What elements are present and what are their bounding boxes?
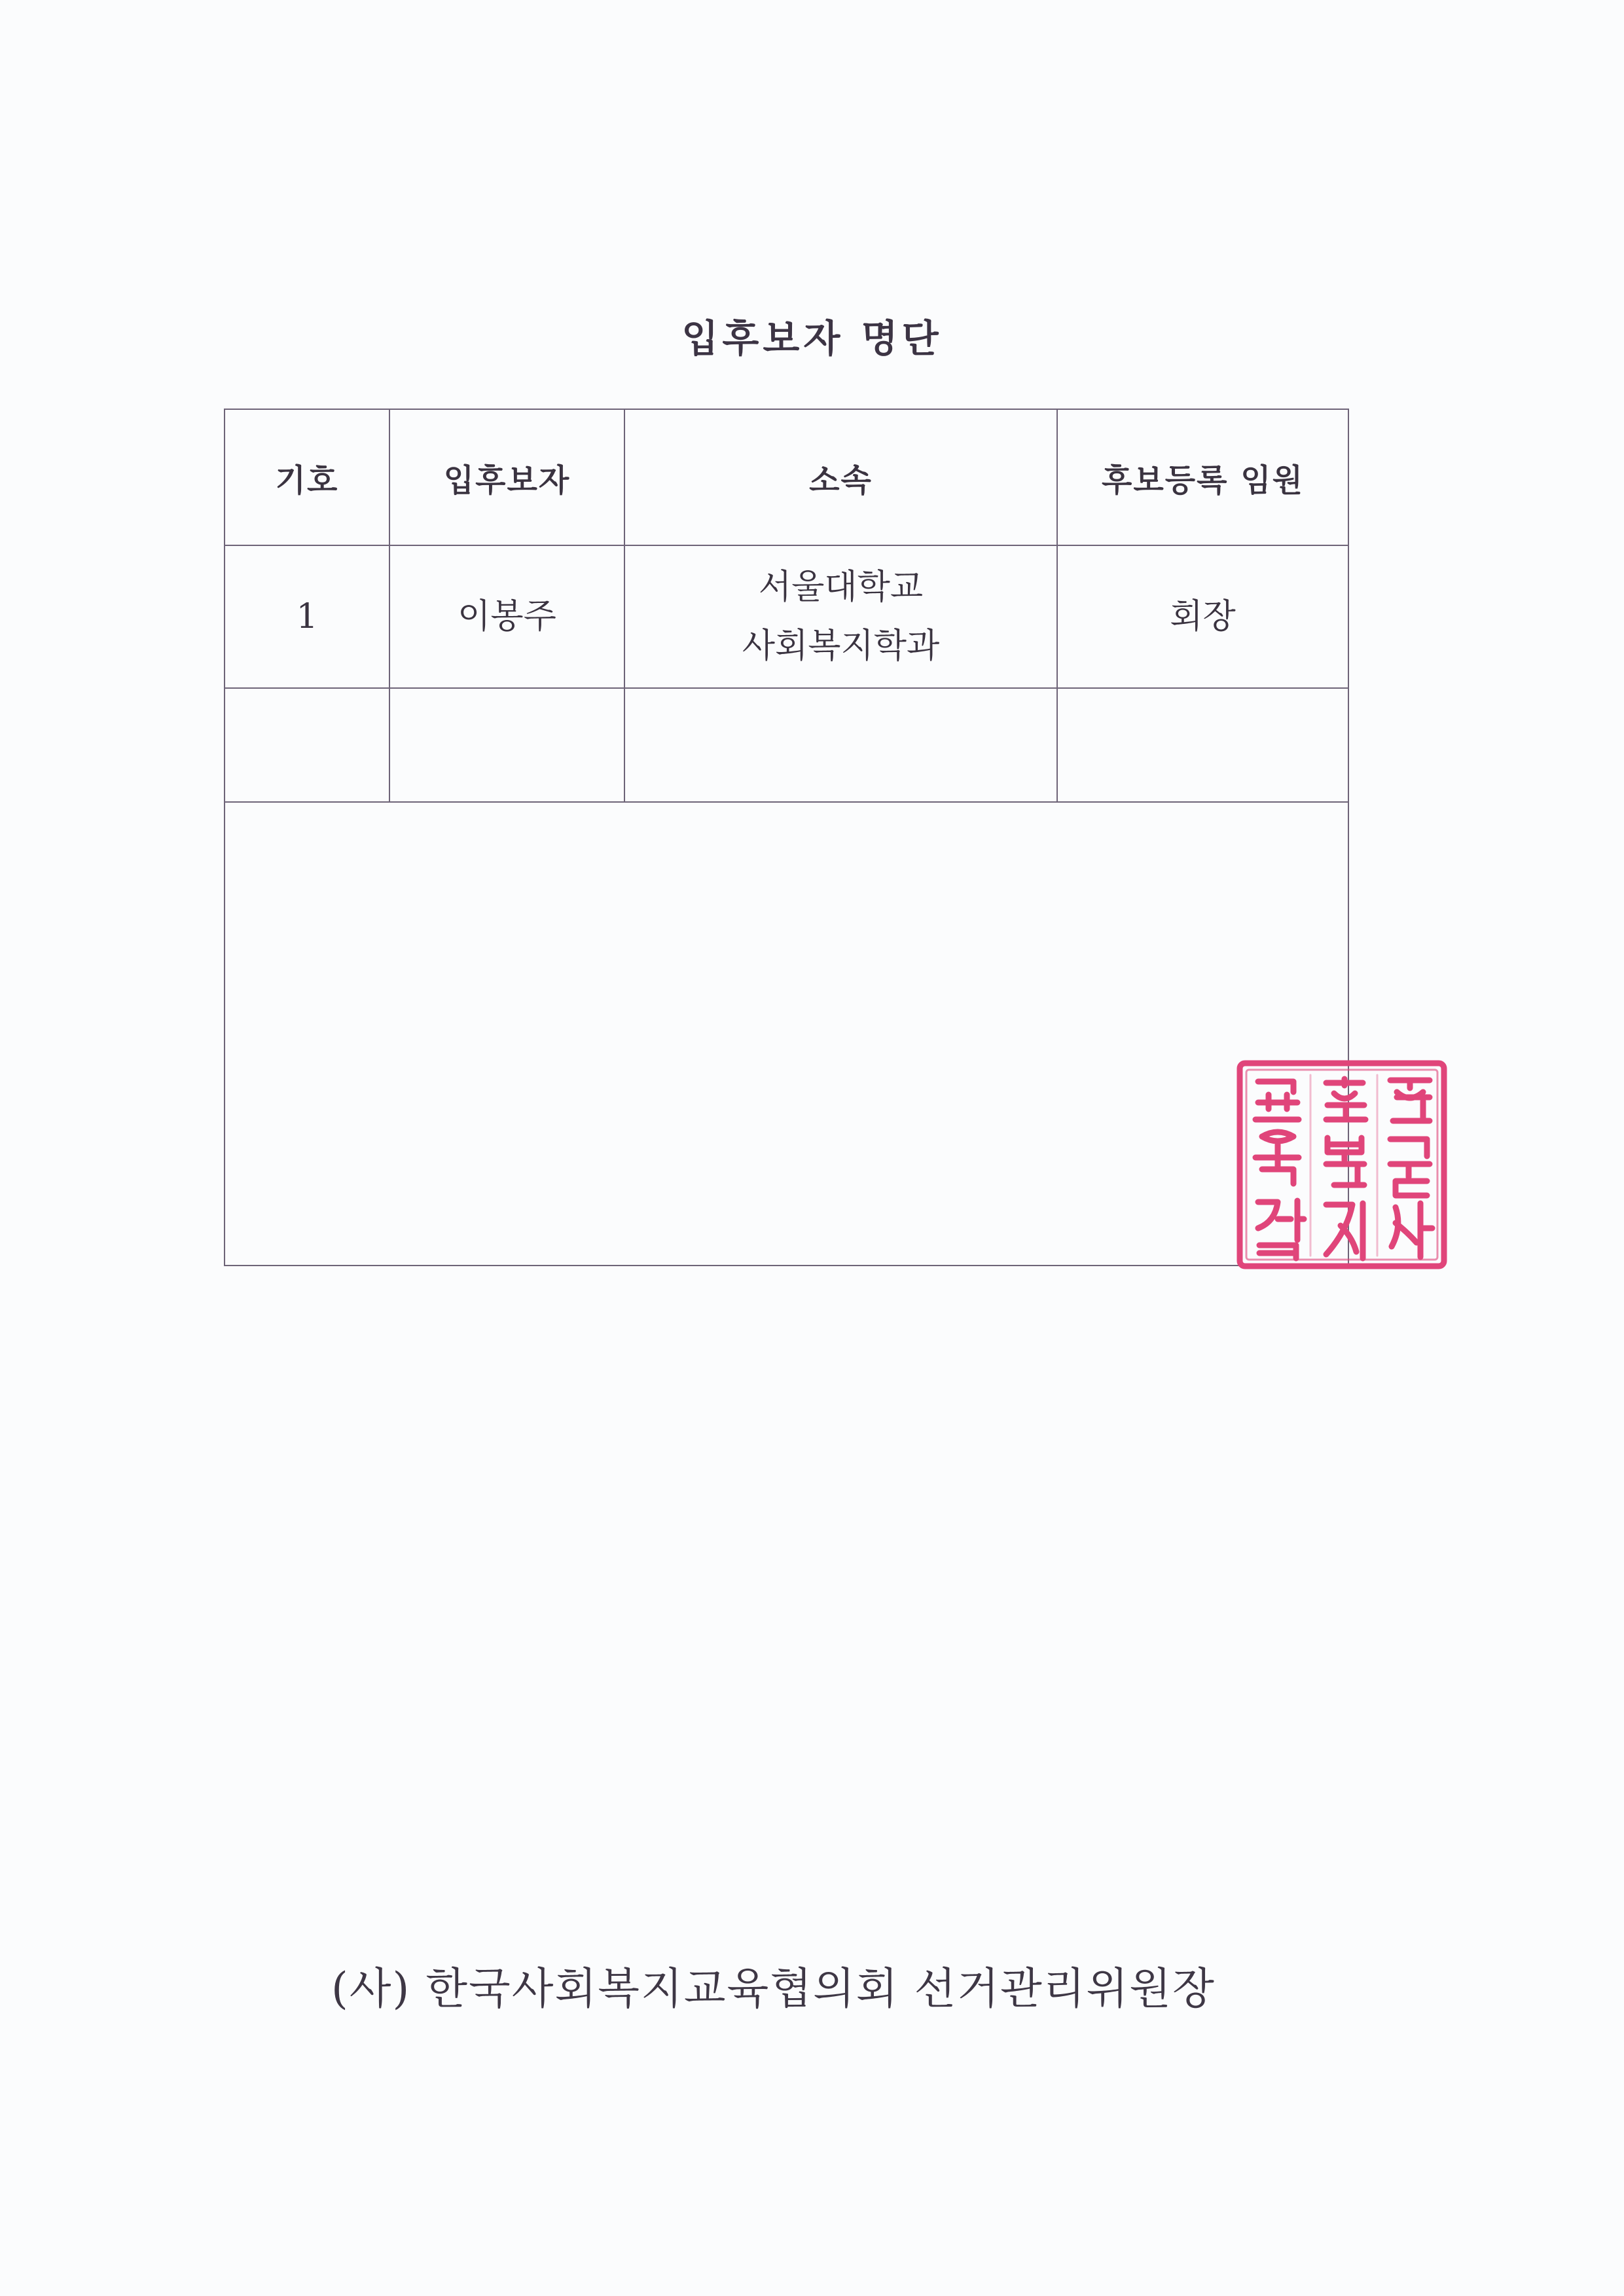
empty-cell (225, 688, 389, 802)
header-affiliation: 소속 (624, 409, 1057, 545)
table-row (225, 545, 1348, 688)
cell-position: 회장 (1057, 545, 1348, 688)
table-row-empty (225, 688, 1348, 802)
affiliation-line-2: 사회복지학과 (742, 627, 940, 666)
empty-cell (389, 688, 624, 802)
cell-affiliation (624, 545, 1057, 688)
cell-number: 1 (225, 545, 389, 688)
candidate-table (224, 409, 1349, 2014)
table-footer-row (225, 802, 1348, 1266)
header-candidate: 입후보자 (389, 409, 624, 545)
empty-cell (624, 688, 1057, 802)
official-seal-stamp (1236, 1059, 1448, 1270)
footer-cell (225, 802, 1348, 2014)
issuer-signature: (사) 한국사회복지교육협의회 선거관리위원장 (331, 1963, 1216, 2014)
affiliation-line-1: 서울대학교 (758, 568, 924, 607)
header-number: 기호 (225, 409, 389, 545)
empty-cell (1057, 688, 1348, 802)
table-header-row (225, 409, 1348, 545)
document-title: 입후보자 명단 (681, 316, 943, 361)
header-position: 후보등록 임원 (1057, 409, 1348, 545)
cell-candidate: 이봉주 (389, 545, 624, 688)
